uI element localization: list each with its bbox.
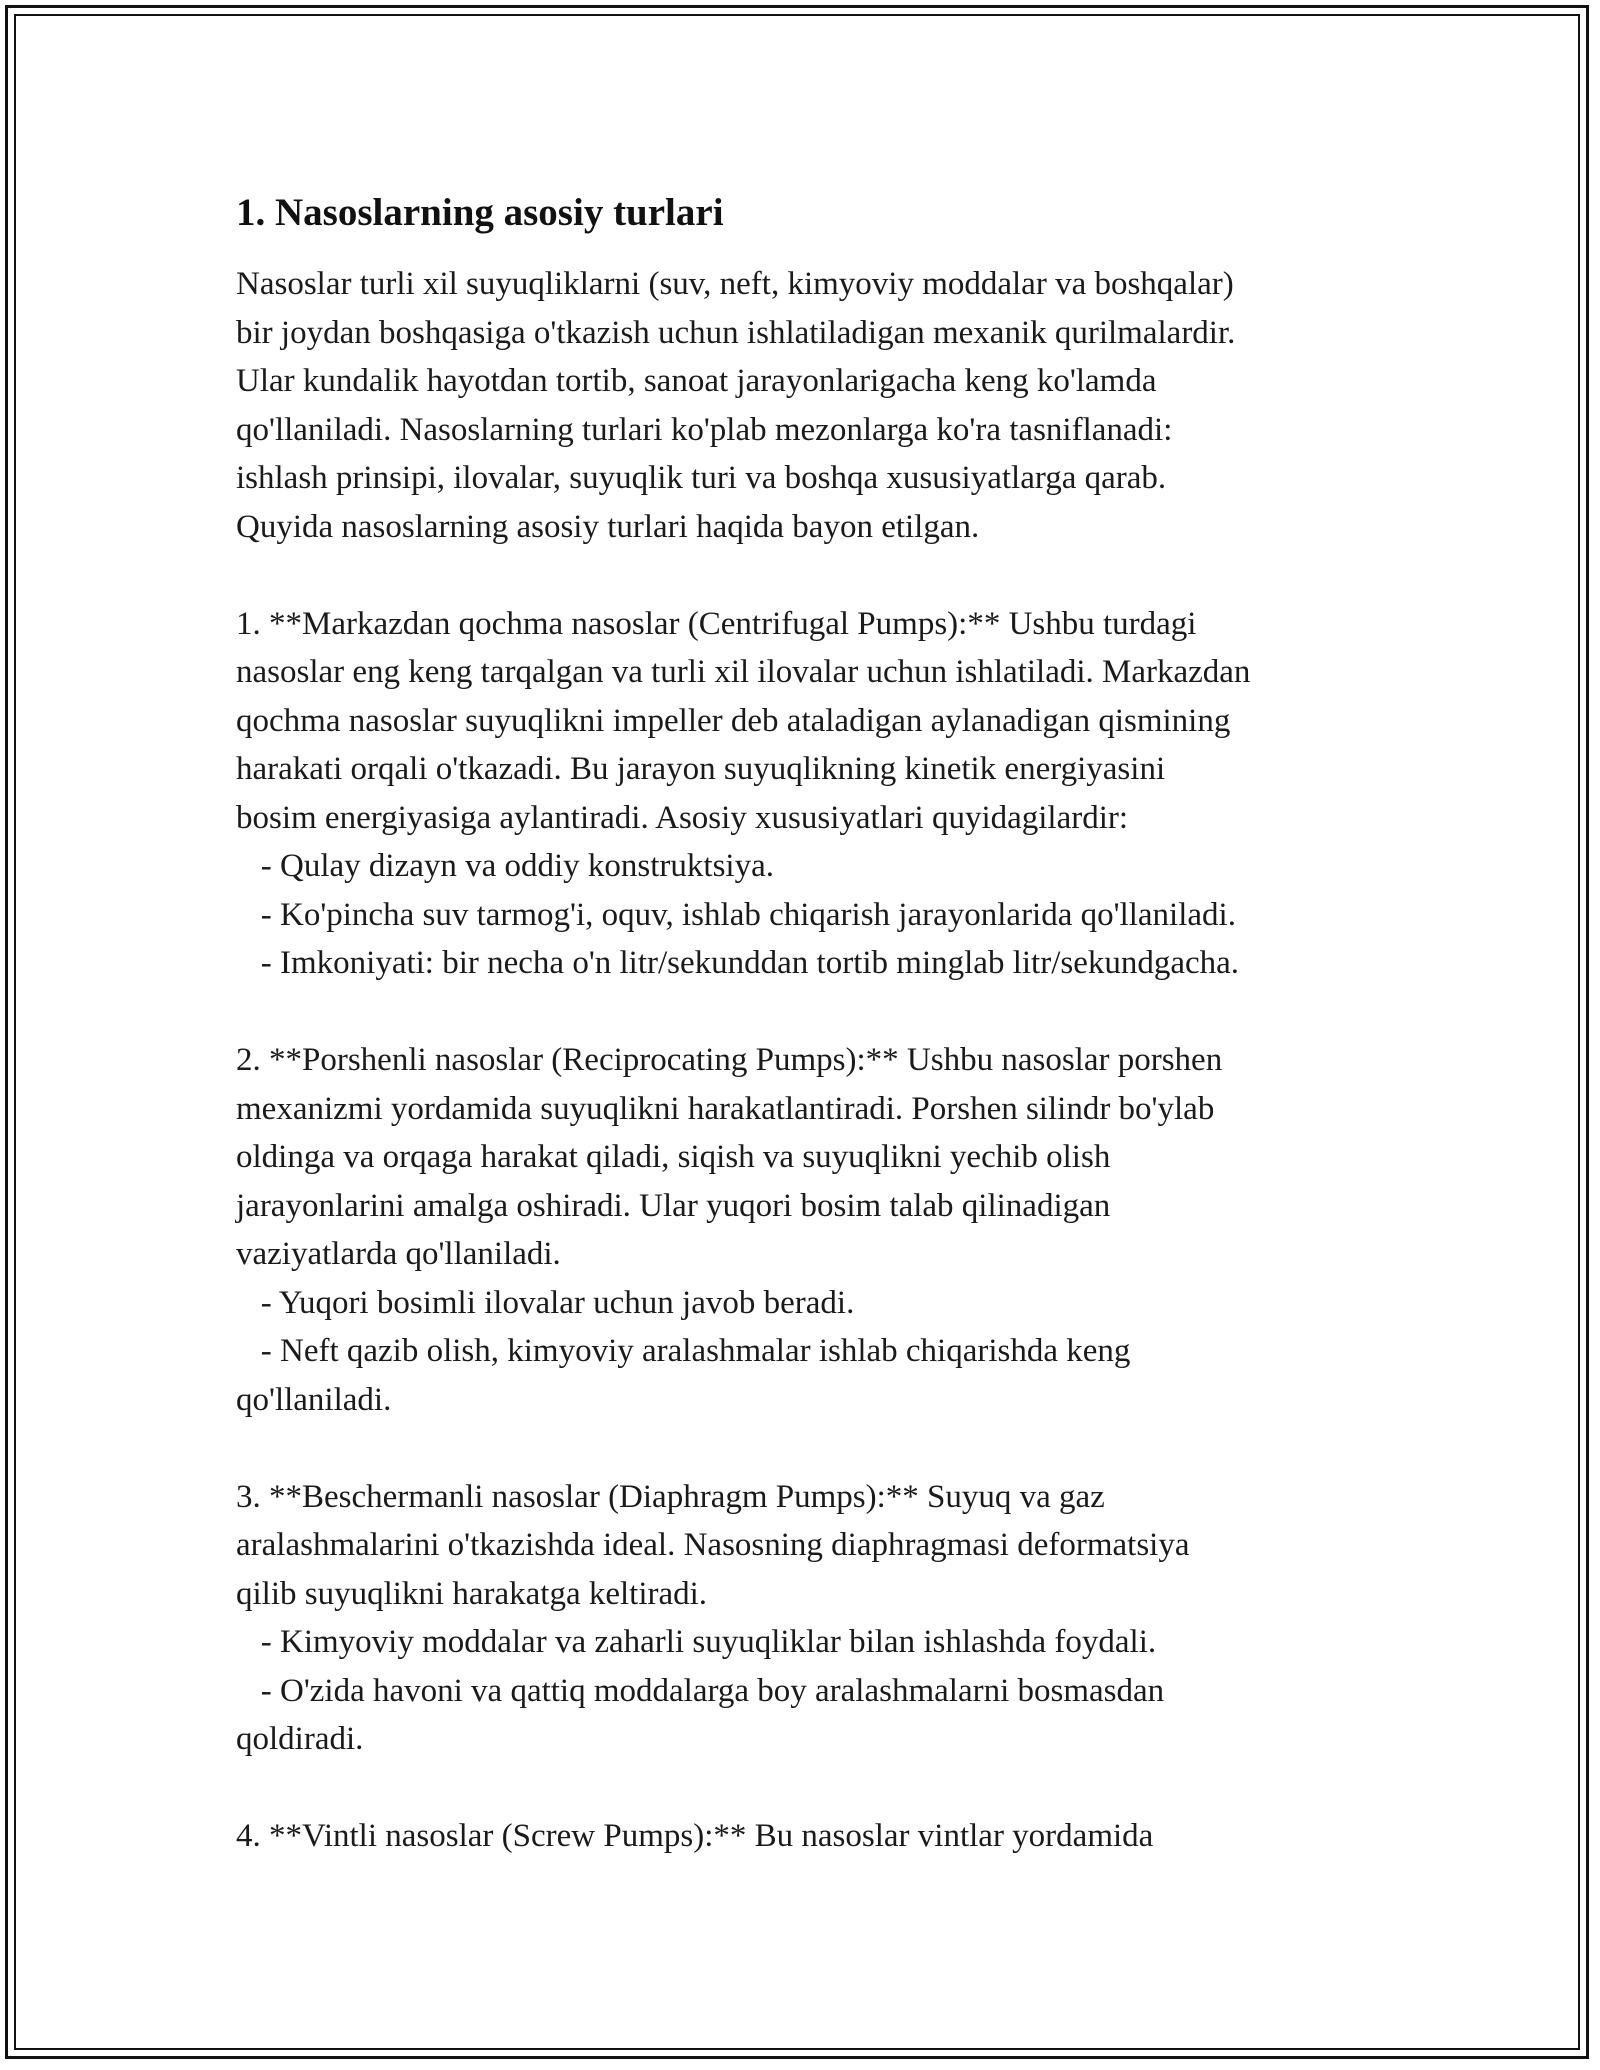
text-line: ishlash prinsipi, ilovalar, suyuqlik turi va boshqa xususiyatlarga qarab. — [236, 460, 1167, 496]
text-line: vaziyatlarda qo'llaniladi. — [236, 1236, 561, 1272]
text-line: Nasoslar turli xil suyuqliklarni (suv, neft, kimyoviy moddalar va boshqalar) — [236, 266, 1234, 302]
text-line: - Kimyoviy moddalar va zaharli suyuqliklar bilan ishlashda foydali. — [236, 1624, 1157, 1660]
text-line: Quyida nasoslarning asosiy turlari haqida bayon etilgan. — [236, 508, 980, 545]
text-line: - Qulay dizayn va oddiy konstruktsiya. — [236, 848, 774, 884]
document-body — [236, 188, 1396, 1861]
text-block — [236, 260, 1396, 1861]
text-line: 1. **Markazdan qochma nasoslar (Centrifugal Pumps):** Ushbu turdagi — [236, 605, 1197, 642]
text-line: qo'llaniladi. Nasoslarning turlari ko'plab mezonlarga ko'ra tasniflanadi: — [236, 411, 1173, 448]
blank-line — [236, 1424, 1396, 1473]
section-title: 1. Nasoslarning asosiy turlari — [236, 191, 724, 234]
text-line: harakati orqali o'tkazadi. Bu jarayon suyuqlikning kinetik energiyasini — [236, 751, 1166, 787]
text-line: mexanizmi yordamida suyuqlikni harakatlantiradi. Porshen silindr bo'ylab — [236, 1090, 1215, 1127]
text-line: nasoslar eng keng tarqalgan va turli xil ilovalar uchun ishlatiladi. Markazdan — [236, 654, 1251, 690]
text-line: 4. **Vintli nasoslar (Screw Pumps):** Bu nasoslar vintlar yordamida — [236, 1818, 1154, 1854]
text-line: aralashmalarini o'tkazishda ideal. Nasosning diaphragmasi deformatsiya — [236, 1527, 1190, 1563]
text-line: qilib suyuqlikni harakatga keltiradi. — [236, 1575, 708, 1612]
blank-line — [236, 551, 1396, 600]
text-line: qochma nasoslar suyuqlikni impeller deb ataladigan aylanadigan qismining — [236, 702, 1231, 739]
text-line: - O'zida havoni va qattiq moddalarga boy aralashmalarni bosmasdan — [236, 1672, 1165, 1709]
text-line: 3. **Beschermanli nasoslar (Diaphragm Pumps):** Suyuq va gaz — [236, 1478, 1105, 1515]
text-line: 2. **Porshenli nasoslar (Reciprocating Pumps):** Ushbu nasoslar porshen — [236, 1042, 1223, 1078]
blank-line — [236, 1764, 1396, 1813]
text-line: oldinga va orqaga harakat qiladi, siqish va suyuqlikni yechib olish — [236, 1139, 1111, 1175]
text-line: - Neft qazib olish, kimyoviy aralashmalar ishlab chiqarishda keng — [236, 1333, 1131, 1369]
blank-line — [236, 988, 1396, 1037]
text-line: bosim energiyasiga aylantiradi. Asosiy xususiyatlari quyidagilardir: — [236, 799, 1129, 836]
text-line: - Yuqori bosimli ilovalar uchun javob beradi. — [236, 1284, 855, 1321]
text-line: qo'llaniladi. — [236, 1381, 392, 1418]
text-line: qoldiradi. — [236, 1721, 364, 1757]
text-line: - Imkoniyati: bir necha o'n litr/sekunddan tortib minglab litr/sekundgacha. — [236, 945, 1240, 981]
text-line: bir joydan boshqasiga o'tkazish uchun ishlatiladigan mexanik qurilmalardir. — [236, 314, 1236, 351]
text-line: - Ko'pincha suv tarmog'i, oquv, ishlab chiqarish jarayonlarida qo'llaniladi. — [236, 896, 1236, 933]
text-line: jarayonlarini amalga oshiradi. Ular yuqori bosim talab qilinadigan — [236, 1187, 1111, 1224]
text-line: Ular kundalik hayotdan tortib, sanoat jarayonlarigacha keng ko'lamda — [236, 363, 1157, 399]
